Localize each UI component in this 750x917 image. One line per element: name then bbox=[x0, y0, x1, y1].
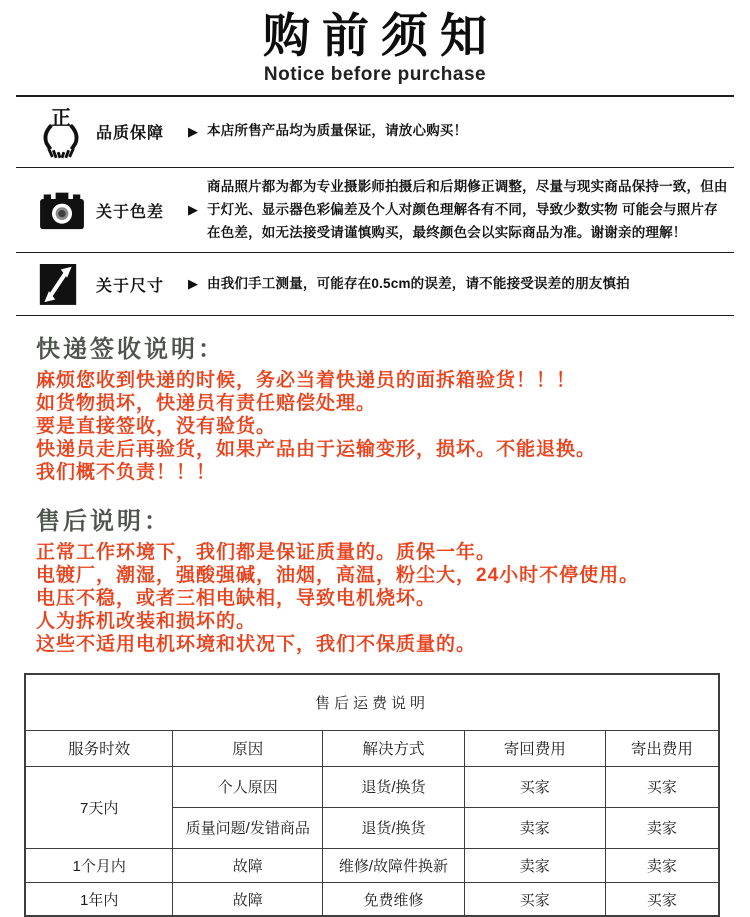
notice-row-text: 由我们手工测量，可能存在0.5cm的误差，请不能接受误差的朋友慎拍 bbox=[207, 275, 630, 291]
page-header bbox=[0, 0, 750, 86]
cell-send-fee: 卖家 bbox=[605, 848, 719, 882]
cell-solution: 维修/故障件换新 bbox=[323, 848, 465, 882]
svg-text:正: 正 bbox=[50, 104, 72, 129]
table-row bbox=[25, 848, 719, 882]
notice-line: 我们概不负责！！！ bbox=[36, 462, 217, 484]
page-subtitle: Notice before purchase bbox=[263, 63, 487, 85]
cell-reason: 质量问题/发错商品 bbox=[173, 807, 323, 848]
cell-solution: 退货/换货 bbox=[323, 807, 465, 848]
cell-send-fee: 买家 bbox=[605, 766, 719, 807]
cell-reason: 故障 bbox=[173, 848, 323, 882]
page-title: 购前须知 bbox=[263, 9, 499, 62]
cell-return-fee: 卖家 bbox=[464, 807, 605, 848]
notice-line: 麻烦您收到快递的时候，务必当着快递员的面拆箱验货！！！ bbox=[36, 370, 577, 392]
notice-line: 快递员走后再验货，如果产品由于运输变形，损坏。不能退换。 bbox=[36, 439, 597, 461]
column-header: 原因 bbox=[173, 730, 323, 766]
notice-line: 人为拆机改装和损坏的。 bbox=[36, 611, 257, 633]
table-row bbox=[25, 882, 719, 916]
notice-row-label: 关于色差 bbox=[96, 203, 165, 221]
cell-service-time: 1年内 bbox=[25, 882, 173, 916]
notice-line: 如货物损坏，快递员有责任赔偿处理。 bbox=[36, 393, 377, 415]
notice-row-label: 关于尺寸 bbox=[96, 277, 165, 295]
section-heading: 售后说明： bbox=[36, 508, 171, 536]
cell-service-time: 1个月内 bbox=[25, 848, 173, 882]
notice-line: 正常工作环境下，我们都是保证质量的。质保一年。 bbox=[36, 542, 497, 564]
column-header: 服务时效 bbox=[25, 730, 173, 766]
notice-row-text: 商品照片都为都为专业摄影师拍摄后和后期修正调整，尽量与现实商品保持一致，但由于灯光、显示器色彩偏差及个人对颜色理解各有不同，导致少数实物 可能会与照片存在色差，如无法接受请谨慎购买，最终颜色会以实际商品为准。谢谢亲的理解！ bbox=[207, 178, 728, 240]
camera-icon bbox=[38, 189, 96, 231]
notice-line: 电镀厂，潮湿，强酸强碱，油烟，高温，粉尘大，24小时不停使用。 bbox=[36, 565, 640, 587]
cell-reason: 故障 bbox=[173, 882, 323, 916]
notice-row-quality bbox=[0, 97, 750, 167]
notice-row-body bbox=[188, 120, 730, 143]
table-row bbox=[25, 766, 719, 807]
cell-solution: 退货/换货 bbox=[323, 766, 465, 807]
triangle-bullet-icon: ▶ bbox=[188, 202, 198, 218]
column-header: 寄出费用 bbox=[605, 730, 719, 766]
notice-line: 电压不稳，或者三相电缺相，导致电机烧坏。 bbox=[36, 588, 437, 610]
notice-row-text: 本店所售产品均为质量保证，请放心购买！ bbox=[207, 123, 468, 139]
section-heading: 快递签收说明： bbox=[36, 336, 225, 364]
after-sales-fee-table bbox=[24, 673, 720, 917]
notice-row-body bbox=[188, 273, 730, 296]
triangle-bullet-icon: ▶ bbox=[188, 123, 198, 139]
notice-line: 要是直接签收，没有验货。 bbox=[36, 416, 277, 438]
section-after-sales bbox=[0, 501, 750, 656]
cell-return-fee: 买家 bbox=[464, 766, 605, 807]
section-delivery-signoff bbox=[0, 329, 750, 484]
cell-send-fee: 买家 bbox=[605, 882, 719, 916]
hands-holding-zheng-icon bbox=[38, 105, 96, 159]
column-header: 解决方式 bbox=[323, 730, 465, 766]
notice-row-body bbox=[188, 176, 730, 245]
notice-row-label: 品质保障 bbox=[96, 125, 165, 143]
cell-send-fee: 卖家 bbox=[605, 807, 719, 848]
cell-service-time: 7天内 bbox=[25, 766, 173, 848]
diagonal-ruler-arrow-icon bbox=[38, 261, 96, 307]
cell-solution: 免费维修 bbox=[323, 882, 465, 916]
table-title-row bbox=[25, 674, 719, 730]
notice-line: 这些不适用电机环境和状况下，我们不保质量的。 bbox=[36, 634, 477, 656]
triangle-bullet-icon: ▶ bbox=[188, 276, 198, 292]
table-title: 售后运费说明 bbox=[25, 674, 719, 730]
column-header: 寄回费用 bbox=[464, 730, 605, 766]
notice-row-size bbox=[0, 253, 750, 315]
table-header-row bbox=[25, 730, 719, 766]
cell-reason: 个人原因 bbox=[173, 766, 323, 807]
cell-return-fee: 卖家 bbox=[464, 848, 605, 882]
divider bbox=[16, 315, 734, 316]
notice-row-color bbox=[0, 168, 750, 253]
cell-return-fee: 买家 bbox=[464, 882, 605, 916]
